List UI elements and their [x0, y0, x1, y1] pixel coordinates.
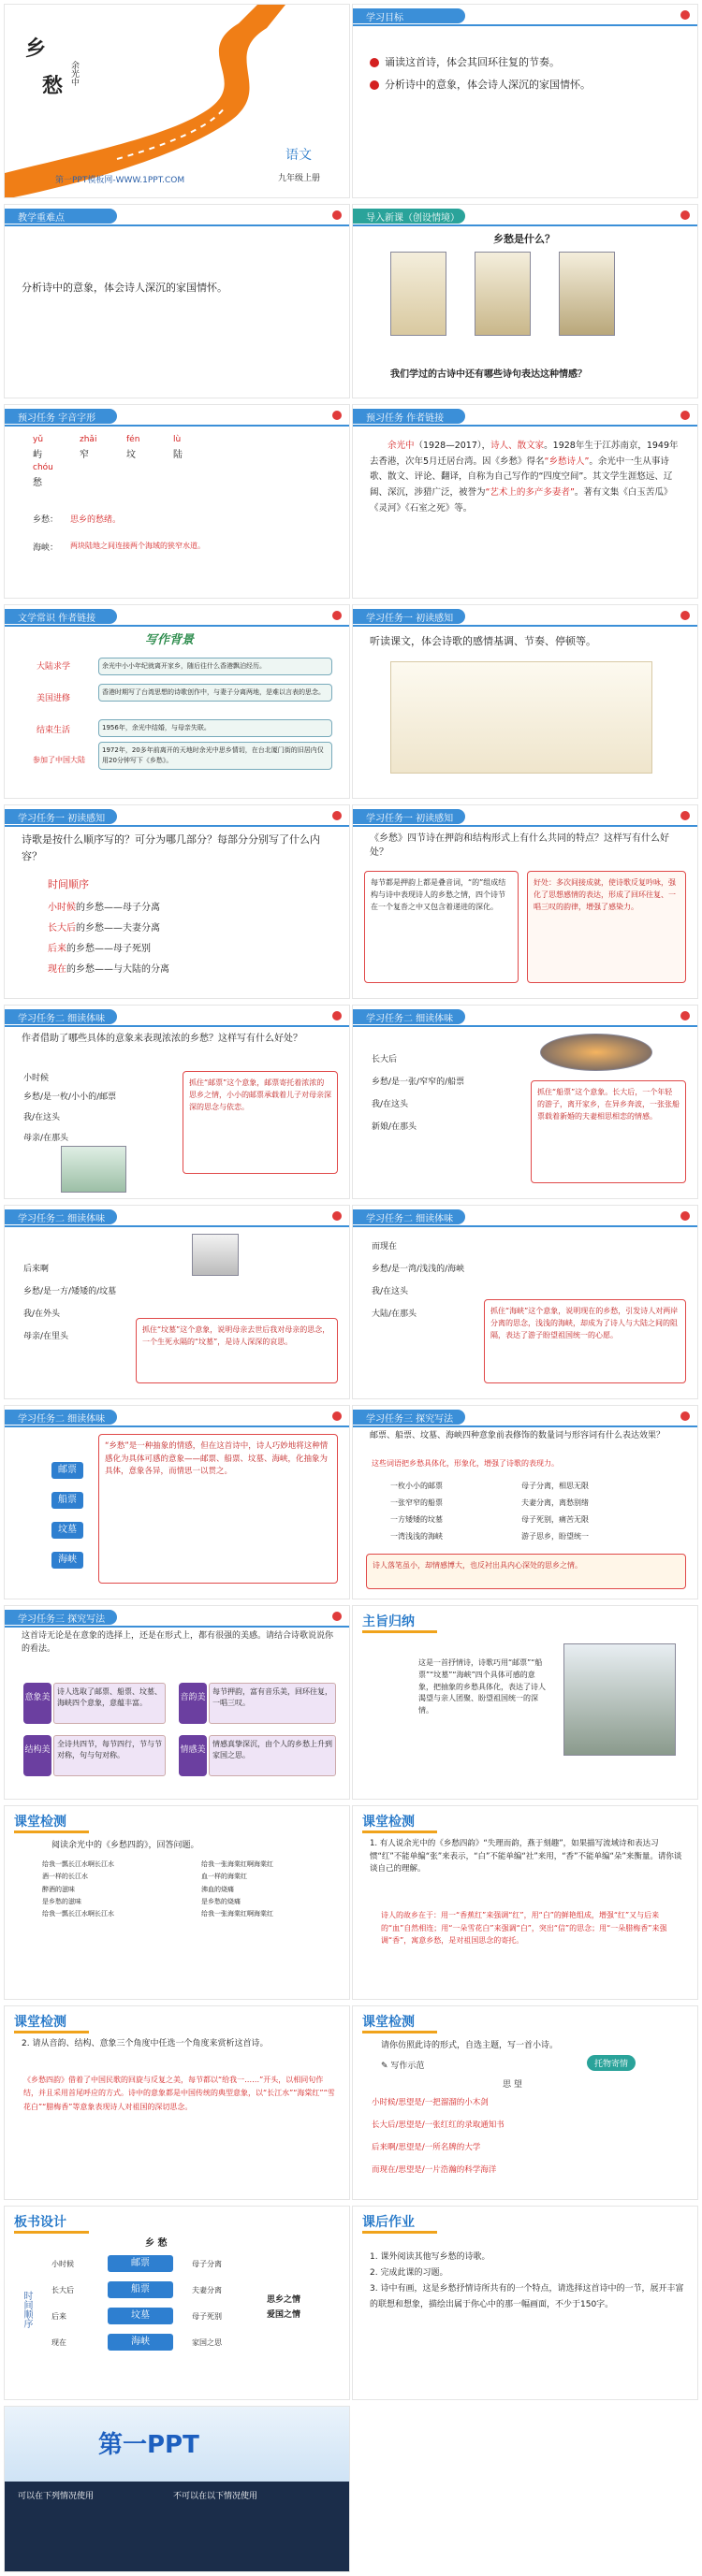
footer-left: 可以在下列情况使用: [18, 2492, 95, 2501]
image-box: 坟墓: [108, 2308, 173, 2324]
poem-line: 而现在/思望是/一片浩瀚的科学海洋: [372, 2165, 497, 2175]
author-dates: （1928—2017）: [414, 441, 482, 451]
word: 乡愁：: [33, 515, 59, 525]
slide-title: 课堂检测: [362, 1815, 415, 1830]
slide-title: 课后作业: [362, 2215, 415, 2230]
board-title: 乡 愁: [145, 2238, 168, 2249]
sub-text: 这些词语把乡愁具体化，形象化，增强了诗歌的表现力。: [372, 1459, 559, 1468]
objective-1: 诵读这首诗，体会其回环往复的节奏。: [385, 56, 560, 68]
footer-slide: [4, 2406, 350, 2572]
meaning: 家国之思: [192, 2338, 222, 2347]
question: 请你仿照此诗的形式，自选主题，写一首小诗。: [381, 2041, 559, 2050]
row-text: 的乡愁——与大陆的分离: [66, 964, 169, 975]
imagery-row: 一枚小小的邮票: [390, 1482, 443, 1490]
slide-test-2: [352, 1805, 698, 2000]
slide-title: 学习任务一 初读感知: [18, 814, 106, 824]
poem-line: 是乡愁的滋味: [42, 1897, 81, 1905]
abstract-note: “乡愁”是一种抽象的情感，但在这首诗中，诗人巧妙地将这种情感化为具体可感的意象——邮票、船票、坟墓、海峡，化抽象为具体，意象各异，而情思一以贯之。: [98, 1434, 338, 1584]
slide-reading-3: [352, 804, 698, 999]
beauty-tag: 意象美: [23, 1683, 51, 1724]
timeline-tag: 参加了中国大陆: [33, 756, 85, 764]
key-text: 分析诗中的意象，体会诗人深沉的家国情怀。: [22, 282, 227, 294]
question: 阅读余光中的《乡愁四韵》，回答问题。: [51, 1841, 199, 1850]
meaning: 母子分离: [192, 2260, 222, 2268]
slide-theme: [352, 1605, 698, 1800]
slide-title: 文学常识 作者链接: [18, 614, 96, 624]
theme-label: 思乡之情: [267, 2295, 301, 2305]
slide-title: 学习任务三 探究写法: [366, 1414, 454, 1425]
flower-icon: [370, 80, 379, 90]
background-heading: 写作背景: [145, 633, 195, 647]
author-name: 余光中: [388, 441, 415, 451]
objective-2: 分析诗中的意象，体会诗人深沉的家国情怀。: [385, 79, 591, 92]
slide-background: [4, 604, 350, 799]
beauty-tag: 音韵美: [179, 1683, 207, 1724]
slide-imagery-3: [4, 1205, 350, 1399]
author-bio-2: 。余光中一生从事诗歌、散文、评论、翻译，自称为自己写作的“四度空间”。其文学生涯悠远、辽阔、深沉，涉猎广泛，被誉为: [370, 456, 673, 498]
dot-icon: [332, 611, 342, 620]
slide-title: 预习任务 作者链接: [366, 413, 445, 424]
slide-test-1: [4, 1805, 350, 2000]
slide-title: 课堂检测: [362, 2015, 415, 2030]
poem-line: 乡愁/是一方/矮矮的/坟墓: [23, 1287, 117, 1296]
poem-line: 我/在外头: [23, 1310, 61, 1319]
imagery-note: 抓住“邮票”这个意象，邮票寄托着浓浓的思乡之情，小小的邮票承载着儿子对母亲深深的思念与依恋。: [183, 1071, 338, 1174]
char: 陆: [173, 450, 183, 460]
footer-right: 不可以在以下情况使用: [173, 2492, 258, 2501]
poem-line: 母亲/在里头: [23, 1332, 69, 1341]
slide-writing-2: [4, 1605, 350, 1800]
poem-line: 而现在: [372, 1242, 398, 1252]
timeline-note: 1956年，余光中结婚，与母亲失联。: [98, 719, 332, 737]
time-label: 小时候: [51, 2260, 74, 2268]
poem-line: 醉酒的滋味: [42, 1885, 75, 1893]
pinyin: lù: [173, 435, 182, 444]
question: 作者借助了哪些具体的意象来表现浓浓的乡愁？这样写有什么好处？: [22, 1034, 302, 1044]
row-time: 长大后: [48, 923, 76, 933]
stamp-image: [61, 1146, 126, 1193]
timeline-tag: 美国进修: [37, 694, 71, 703]
timeline-tag: 结束生活: [37, 726, 71, 735]
slide-test-4: [352, 2005, 698, 2200]
imagery-tag: 海峡: [51, 1552, 83, 1569]
author-name: 余光中: [69, 61, 79, 86]
slide-title: 学习任务一 初读感知: [366, 814, 454, 824]
poem-line: 乡愁/是一张/窄窄的/船票: [372, 1078, 465, 1087]
question: 《乡愁》四节诗在押韵和结构形式上有什么共同的特点？这样写有什么好处？: [370, 833, 669, 858]
slide-title: 学习任务一 初读感知: [366, 614, 454, 624]
homework-item: 3. 诗中有画，这是乡愁抒情诗所共有的一个特点，请选择这首诗中的一节，展开丰富的联想和想象，描绘出属于你心中的那一幅画面，不少于150字。: [370, 2284, 684, 2310]
homework-item: 1. 课外阅读其他写乡愁的诗歌。: [370, 2252, 490, 2262]
benefit-box: 好处：多次间接成就，使诗歌反复吟咏，强化了思想感情的表达，形成了回环往复、一唱三叹的韵律，增强了感染力。: [527, 871, 686, 983]
site-label: 第一PPT模板网-WWW.1PPT.COM: [55, 176, 185, 185]
slide-test-3: [4, 2005, 350, 2200]
pinyin: chóu: [33, 463, 53, 472]
theme-image: [563, 1643, 676, 1756]
slide-reading-1: [352, 604, 698, 799]
definition: 思乡的愁绪。: [70, 515, 122, 525]
slide-title: 预习任务 字音字形: [18, 413, 96, 424]
timeline-tag: 大陆求学: [37, 662, 71, 672]
beauty-tag: 结构美: [23, 1735, 51, 1776]
dot-icon: [680, 611, 690, 620]
boat-image: [540, 1034, 652, 1071]
poem-line: 我/在这头: [372, 1287, 409, 1296]
author-bio: 。1928年生于江苏南京，1949年去香港，次年5月迁居台湾。因《乡愁》得名: [370, 441, 679, 467]
grade-label: 九年级上册: [278, 174, 321, 183]
imagery-row: 一方矮矮的坟墓: [390, 1515, 443, 1524]
question: 1. 有人说余光中的《乡愁四韵》“失理而韵，燕于刻趣”，如果描写流域诗和表达习惯“红”不能单编“张”来表示，“白”不能单编“社”来用，“香”不能单编“朵”来衡量。请你谈谈自己的理解。: [370, 1839, 682, 1874]
dot-icon: [332, 411, 342, 420]
poem-line: 血一样的海棠红: [201, 1873, 247, 1881]
slide-title: 学习任务三 探究写法: [18, 1614, 106, 1625]
vertical-label: 时间顺序: [22, 2291, 32, 2328]
conclusion-box: 诗人落笔虽小，却情感博大，也反衬出具内心深处的思乡之情。: [366, 1554, 686, 1589]
dot-icon: [680, 10, 690, 20]
slide-imagery-2: [352, 1005, 698, 1199]
dot-icon: [332, 210, 342, 220]
imagery-tag: 船票: [51, 1492, 83, 1509]
slide-title: 教学重难点: [18, 213, 65, 224]
pen-icon: ✎: [381, 2062, 391, 2071]
homework-item: 2. 完成此课的习题。: [370, 2268, 448, 2279]
meaning: 夫妻分离: [192, 2286, 222, 2294]
pinyin: yǔ: [33, 435, 44, 444]
char: 坟: [126, 450, 136, 460]
poem-line: 酒一样的长江水: [42, 1873, 88, 1881]
imagery-meaning: 母子分离，相思无限: [521, 1482, 589, 1490]
imagery-note: 抓住“船票”这个意象。长大后，一个年轻的游子，离开家乡，在异乡奔波，一张张船票载着新婚的夫妻相思相恋的情感。: [531, 1080, 686, 1183]
row-text: 的乡愁——母子死别: [66, 944, 151, 954]
time-label: 长大后: [51, 2286, 74, 2294]
poem-line: 沸血的烧痛: [201, 1885, 234, 1893]
slide-title: 课堂检测: [14, 1815, 66, 1830]
slide-homework: [352, 2206, 698, 2400]
demo-tag: 写作示范: [390, 2062, 425, 2071]
dot-icon: [680, 210, 690, 220]
poem-line: 给我一瓢长江水啊长江水: [42, 1860, 114, 1868]
poem-line: 小时候/思望是/一把溜溜的小木剑: [372, 2098, 489, 2107]
imagery-meaning: 母子死别，痛苦无限: [521, 1515, 589, 1524]
theme-label: 爱国之情: [267, 2310, 301, 2320]
slide-intro: [352, 204, 698, 398]
poem-line: 是乡愁的烧痛: [201, 1897, 241, 1905]
slide-writing-1: [352, 1405, 698, 1599]
dot-icon: [332, 1011, 342, 1020]
timeline-note: 余光中小小年纪就离开家乡，随后往什么香港飘泊经历。: [98, 658, 332, 675]
imagery-row: 一张窄窄的船票: [390, 1498, 443, 1507]
imagery-tag: 邮票: [51, 1462, 83, 1479]
answer: 《乡愁四韵》借着了中国民歌的回旋与反复之美，每节都以“给我一……”开头，以相同句作结，并且采用首尾呼应的方式。诗中的意象都是中国传统的典型意象，以“长江水”“海棠红”“雪花白”“腊梅香”等意象表现诗人对祖国的深切思念。: [23, 2076, 335, 2111]
time-label: 现在: [51, 2338, 66, 2347]
poem-line: 我/在这头: [23, 1113, 61, 1122]
poem-line: 给我一瓢长江水啊长江水: [42, 1910, 114, 1918]
row-time: 后来: [48, 944, 66, 954]
poem-line: 我/在这头: [372, 1100, 409, 1109]
poem-line: 给我一张海棠红啊海棠红: [201, 1910, 273, 1918]
slide-title: 导入新课（创设情境）: [366, 213, 460, 224]
char: 愁: [33, 478, 42, 488]
slide-title: 学习任务二 细读体味: [366, 1014, 454, 1024]
poem-line: 给我一张海棠红啊海棠红: [201, 1860, 273, 1868]
dot-icon: [332, 1411, 342, 1421]
poem-line: 乡愁/是一湾/浅浅的/海峡: [372, 1265, 465, 1274]
slide-objectives: [352, 4, 698, 198]
author-bio-3: 。著有文集《白玉苦瓜》《灵河》《石室之死》等。: [370, 486, 673, 514]
scroll-image-1: [390, 252, 446, 336]
dot-icon: [680, 1211, 690, 1221]
dot-icon: [680, 1011, 690, 1020]
author-nickname: “乡愁诗人”: [544, 456, 590, 467]
poem-line: 小时候: [23, 1074, 50, 1083]
image-box: 海峡: [108, 2334, 173, 2351]
slide-title: 学习任务二 细读体味: [366, 1214, 454, 1224]
dot-icon: [332, 811, 342, 820]
beauty-text: 诗人选取了邮票、船票、坟墓、海峡四个意象，意蕴丰富。: [53, 1683, 166, 1724]
slide-board: [4, 2206, 350, 2400]
answer: 诗人的故乡在于：用一“香蕉红”来强调“红”，用“白”的鲜艳组成，增强“红”又与后来的“血”自然相连；用“一朵雪花白”来强调“白”，突出“信”的思念；用“一朵腊梅香”来强调“香”，寓意乡愁，是对祖国思念的寄托。: [381, 1911, 667, 1946]
intro-bottom: 我们学过的古诗中还有哪些诗句表达这种情感？: [390, 369, 587, 380]
row-text: 的乡愁——母子分离: [76, 903, 160, 913]
logo: 第一PPT: [98, 2431, 199, 2459]
poem-line: 长大后/思望是/一张红红的录取通知书: [372, 2120, 505, 2130]
poem-line: 乡愁/是一枚/小小的/邮票: [23, 1093, 117, 1102]
slide-author: 预习任务 作者链接 余光中（1928—2017），诗人、散文家。1928年生于江苏南京，1949年去香港，次年5月迁居台湾。因《乡愁》得名“乡愁诗人”。余光中一生从事诗歌、散文、评论、翻译，自称为自己写作的“四度空间”。其文学生涯悠远、辽阔、深沉，涉猎广泛，被誉为“艺术上的多产多妻者”。著有文集《白玉苦瓜》《灵河》《石室之死》等。: [352, 404, 698, 599]
imagery-note: 抓住“海峡”这个意象，说明现在的乡愁，引发诗人对两岸分离的思念，浅浅的海峡，却成为了诗人与大陆之间的阻隔，表达了游子盼望祖国统一的心愿。: [484, 1299, 686, 1383]
char: 窄: [80, 450, 89, 460]
reading-intro: 听读课文，体会诗歌的感情基调、节奏、停顿等。: [370, 635, 596, 647]
scroll-image-3: [559, 252, 615, 336]
pinyin: zhǎi: [80, 435, 97, 444]
author-honor: “艺术上的多产多妻者”: [485, 486, 575, 498]
image-box: 船票: [108, 2281, 173, 2298]
row-time: 小时候: [48, 903, 76, 913]
slide-imagery-4: [352, 1205, 698, 1399]
poem-line: 长大后: [372, 1055, 398, 1064]
row-time: 现在: [48, 964, 66, 975]
dot-icon: [680, 811, 690, 820]
beauty-text: 全诗共四节，每节四行，节与节对称，句与句对称。: [53, 1735, 166, 1776]
slide-key-points: [4, 204, 350, 398]
dot-icon: [332, 1211, 342, 1221]
poem-line: 母亲/在那头: [23, 1134, 69, 1143]
imagery-row: 一湾浅浅的海峡: [390, 1532, 443, 1541]
beauty-text: 情感真挚深沉，由个人的乡愁上升到家国之思。: [209, 1735, 336, 1776]
slide-imagery-1: [4, 1005, 350, 1199]
poem-card-image: [390, 661, 652, 774]
definition: 两块陆地之间连接两个海域的狭窄水道。: [70, 542, 205, 550]
beauty-tag: 情感美: [179, 1735, 207, 1776]
author-role: 诗人、散文家: [490, 441, 545, 451]
title-char-2: 愁: [42, 75, 64, 98]
badge: 托物寄情: [587, 2055, 636, 2071]
imagery-meaning: 夫妻分离，离愁别绪: [521, 1498, 589, 1507]
theme-text: 这是一首抒情诗，诗歌巧用“邮票”“船票”“坟墓”“海峡”四个具体可感的意象，把抽象的乡愁具体化，表达了诗人渴望与亲人团聚、盼望祖国统一的深情。: [418, 1658, 546, 1715]
word: 海峡：: [33, 543, 59, 553]
slide-title: 学习任务二 细读体味: [18, 1214, 106, 1224]
imagery-tag: 坟墓: [51, 1522, 83, 1539]
timeline-note: 1972年，20多年前离开的天地时余光中思乡情切，在台北厦门街的旧居内仅用20分钟写下《乡愁》。: [98, 742, 332, 770]
dot-icon: [332, 1612, 342, 1621]
char: 屿: [33, 450, 42, 460]
question: 诗歌是按什么顺序写的？可分为哪几部分？每部分分别写了什么内容？: [22, 833, 320, 862]
row-text: 的乡愁——夫妻分离: [76, 923, 160, 933]
poem-line: 后来啊: [23, 1265, 50, 1274]
figure-image: [192, 1234, 239, 1276]
question: 邮票、船票、坟墓、海峡四种意象前表修饰的数量词与形容词有什么表达效果？: [370, 1431, 665, 1440]
poem-line: 新娘/在那头: [372, 1122, 417, 1132]
image-box: 邮票: [108, 2255, 173, 2272]
slide-title: 学习任务二 细读体味: [18, 1014, 106, 1024]
title-char-1: 乡: [25, 37, 47, 61]
slide-title: 学习任务二 细读体味: [18, 1414, 106, 1425]
rhyme-box: 每节都是押韵上都是叠音词，“的”组成结构与诗中表现诗人的乡愁之情，四个诗节在一个复沓之中又包含着递进的深化。: [364, 871, 519, 983]
poem-title: 思 望: [503, 2080, 522, 2090]
slide-imagery-5: [4, 1405, 350, 1599]
slide-title: 学习目标: [366, 13, 403, 23]
slide-title: 板书设计: [14, 2215, 66, 2230]
slide-title: 课堂检测: [14, 2015, 66, 2030]
road-graphic: [5, 5, 350, 198]
flower-icon: [370, 58, 379, 67]
timeline-note: 香港时期写了台湾思想的诗歌创作中，与妻子分离两地，是难以言表的思念。: [98, 684, 332, 702]
dot-icon: [680, 411, 690, 420]
dot-icon: [680, 1411, 690, 1421]
poem-line: 大陆/在那头: [372, 1310, 417, 1319]
pinyin: fén: [126, 435, 140, 444]
scroll-image-2: [475, 252, 531, 336]
cover-slide: [4, 4, 350, 198]
beauty-text: 每节押韵，富有音乐美，回环往复，一唱三叹。: [209, 1683, 336, 1724]
intro-question: 乡愁是什么？: [493, 233, 555, 245]
time-label: 后来: [51, 2312, 66, 2321]
slide-title: 主旨归纳: [362, 1614, 415, 1629]
meaning: 母子死别: [192, 2312, 222, 2321]
slide-pronunciation: [4, 404, 350, 599]
order-label: 时间顺序: [48, 878, 89, 890]
poem-line: 后来啊/思望是/一所名牌的大学: [372, 2143, 481, 2152]
imagery-note: 抓住“坟墓”这个意象，说明母亲去世后我对母亲的思念，一个生死永隔的“坟墓”，是诗人深深的哀思。: [136, 1318, 338, 1383]
question: 2. 请从音韵、结构、意象三个角度中任选一个角度来赏析这首诗。: [22, 2039, 269, 2048]
slide-reading-2: [4, 804, 350, 999]
question: 这首诗无论是在意象的选择上，还是在形式上，都有很强的美感。请结合诗歌说说你的看法。: [22, 1631, 334, 1654]
subject-label: 语文: [285, 148, 312, 163]
imagery-meaning: 游子思乡，盼望统一: [521, 1532, 589, 1541]
